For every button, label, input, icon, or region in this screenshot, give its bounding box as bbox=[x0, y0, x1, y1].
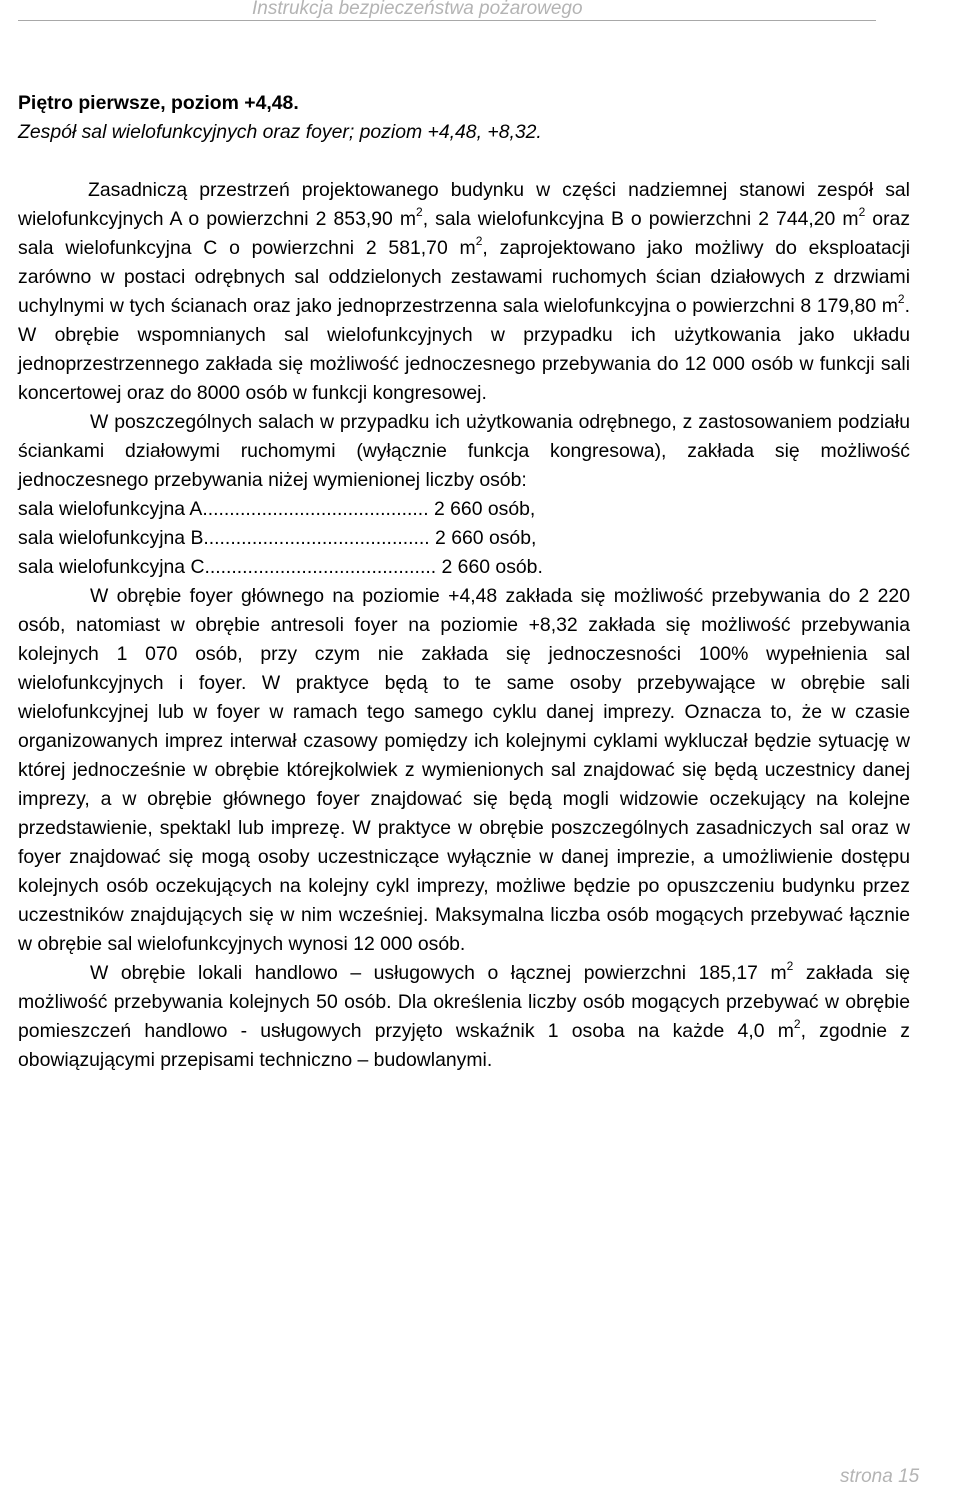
room-capacity-a: sala wielofunkcyjna A.......................................... 2 660 osób, bbox=[18, 498, 536, 520]
room-capacity-b: sala wielofunkcyjna B.......................................... 2 660 osób, bbox=[18, 527, 537, 549]
section-subheading: Zespół sal wielofunkcyjnych oraz foyer; poziom +4,48, +8,32. bbox=[18, 121, 542, 143]
paragraph-1-text-4: , zaprojektowano jako możliwy do eksploatacji zarówno w postaci odrębnych sal oddzielonych zestawami ruchomych ścian działowych z drzwiami uchylnymi w tych ścianach oraz jako jednoprzestrzenna sala wielofunkcyjna o powierzchni 8 179,80 m bbox=[18, 237, 910, 317]
document-body bbox=[18, 89, 910, 1075]
paragraph-4 bbox=[18, 959, 910, 1075]
paragraph-2: W poszczególnych salach w przypadku ich użytkowania odrębnego, z zastosowaniem podziału ściankami działowymi ruchomymi (wyłącznie funkcja kongresowa), zakłada się możliwość jednoczesnego przebywania niżej wymienionej liczby osób: bbox=[18, 411, 910, 491]
paragraph-1-text-2: , sala wielofunkcyjna B o powierzchni 2 744,20 m bbox=[422, 208, 859, 230]
page-header bbox=[18, 0, 876, 21]
superscript-2: 2 bbox=[897, 292, 905, 306]
superscript-2: 2 bbox=[416, 205, 423, 219]
superscript-2: 2 bbox=[786, 959, 794, 973]
paragraph-4-text-2: zakłada się możliwość przebywania kolejnych 50 osób. Dla określenia liczby osób mogących przebywać w obrębie pomieszczeń handlowo - usługowych przyjęto wskaźnik 1 osoba na każde 4,0 m bbox=[18, 962, 910, 1042]
paragraph-1-text-1: Zasadniczą przestrzeń projektowanego budynku w części nadziemnej stanowi zespół sal wielofunkcyjnych A o powierzchni 2 853,90 m bbox=[18, 179, 910, 230]
superscript-2: 2 bbox=[475, 234, 483, 248]
paragraph-1-text-5: . W obrębie wspomnianych sal wielofunkcyjnych w przypadku ich użytkowania jako układu jednoprzestrzennego zakłada się możliwość jednoczesnego przebywania do 12 000 osób w funkcji sali koncertowej oraz do 8000 osób w funkcji kongresowej. bbox=[18, 295, 910, 404]
section-heading: Piętro pierwsze, poziom +4,48. bbox=[18, 92, 299, 114]
paragraph-1 bbox=[18, 176, 910, 408]
room-capacity-c: sala wielofunkcyjna C........................................... 2 660 osób. bbox=[18, 556, 543, 578]
page-number: strona 15 bbox=[840, 1466, 920, 1487]
paragraph-3: W obrębie foyer głównego na poziomie +4,48 zakłada się możliwość przebywania do 2 220 osób, natomiast w obrębie antresoli foyer na poziomie +8,32 zakłada się możliwość przebywania kolejnych 1 070 osób, przy czym nie zakłada się jednoczesności 100% wypełnienia sal wielofunkcyjnych i foyer. W praktyce będą to te same osoby przebywające w obrębie sali wielofunkcyjnej lub w foyer w ramach tego samego cyklu danej imprezy. Oznacza to, że w czasie organizowanych imprez interwał czasowy pomiędzy ich kolejnymi cyklami wykluczał będzie sytuację w której jednocześnie w obrębie którejkolwiek z wymienionych sal znajdować się będą uczestnicy danej imprezy, a w obrębie głównego foyer znajdować się będą mogli widzowie oczekujący na kolejne przedstawienie, spektakl lub imprezę. W praktyce w obrębie poszczególnych zasadniczych sal oraz w foyer znajdować się mogą osoby uczestniczące wyłącznie w danej imprezie, a umożliwienie dostępu kolejnych osób oczekujących na kolejny cykl imprezy, możliwe będzie po opuszczeniu budynku przez uczestników znajdujących się w nim wcześniej. Maksymalna liczba osób mogących przebywać łącznie w obrębie sal wielofunkcyjnych wynosi 12 000 osób. bbox=[18, 585, 910, 955]
superscript-2: 2 bbox=[793, 1017, 801, 1031]
superscript-2: 2 bbox=[858, 205, 866, 219]
paragraph-4-text-3: , zgodnie z obowiązującymi przepisami techniczno – budowlanymi. bbox=[18, 1020, 910, 1071]
paragraph-gap bbox=[18, 147, 910, 176]
document-title: Instrukcja bezpieczeństwa pożarowego bbox=[252, 0, 583, 19]
paragraph-1-text-3: oraz sala wielofunkcyjna C o powierzchni 2 581,70 m bbox=[18, 208, 911, 259]
paragraph-4-text-1: W obrębie lokali handlowo – usługowych o łącznej powierzchni 185,17 m bbox=[90, 962, 787, 984]
